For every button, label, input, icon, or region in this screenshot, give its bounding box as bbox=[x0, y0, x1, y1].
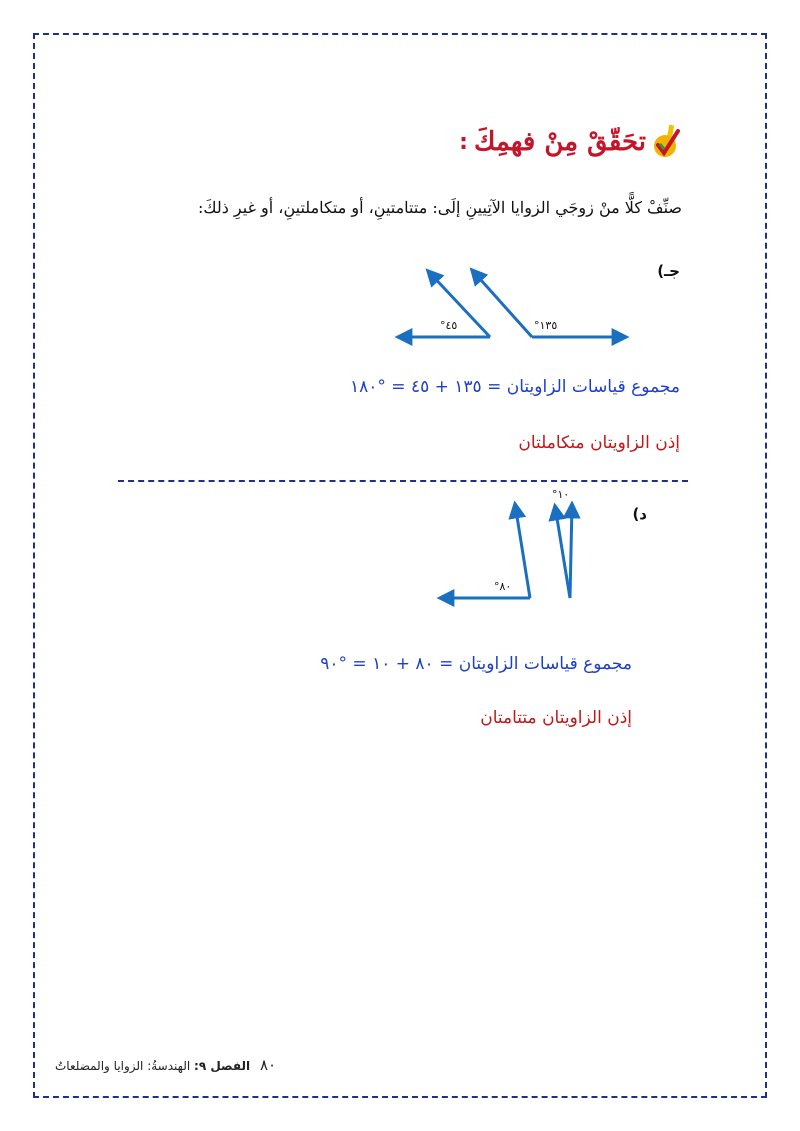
angle-10-label: °١٠ bbox=[552, 488, 570, 501]
chapter-title: الهندسةُ: الزوايا والمضلعاتُ bbox=[55, 1059, 191, 1073]
section-divider bbox=[118, 480, 688, 482]
part-d-conclusion: إذن الزاويتان متتامتان bbox=[480, 708, 632, 728]
chapter-label: الفصل ٩: bbox=[194, 1059, 251, 1073]
part-d-label: د) bbox=[632, 505, 647, 523]
page-number: ٨٠ bbox=[259, 1056, 277, 1074]
check-pencil-icon bbox=[652, 125, 682, 159]
part-c-sum: مجموع قياسات الزاويتان = ١٣٥ + ٤٥ = °١٨٠ bbox=[349, 377, 680, 397]
page-frame bbox=[33, 33, 767, 1098]
angle-45-label: °٤٥ bbox=[440, 319, 458, 332]
angle-135-label: °١٣٥ bbox=[534, 319, 558, 332]
ray-80-vertical bbox=[515, 504, 530, 598]
part-c-figure bbox=[380, 255, 640, 355]
part-c-label: جـ) bbox=[657, 262, 680, 280]
ray-10-right bbox=[570, 504, 572, 598]
angle-80-label: °٨٠ bbox=[494, 580, 512, 593]
ray-10-left bbox=[555, 506, 570, 598]
instruction-text: صنِّفْ كلًّا منْ زوجَي الزوايا الآتِيينِ إلَى: متتامتينِ، أو متكاملتينِ، أو غيرِ ذلكَ: bbox=[197, 198, 682, 217]
part-d-figure bbox=[430, 480, 600, 610]
page-footer bbox=[55, 1056, 276, 1074]
section-title bbox=[459, 125, 682, 159]
part-c-conclusion: إذن الزاويتان متكاملتان bbox=[518, 433, 680, 453]
title-text: تحَقّقْ مِنْ فهمِكَ bbox=[473, 127, 646, 157]
title-colon: : bbox=[459, 129, 468, 155]
part-d-sum: مجموع قياسات الزاويتان = ٨٠ + ١٠ = °٩٠ bbox=[320, 654, 632, 674]
